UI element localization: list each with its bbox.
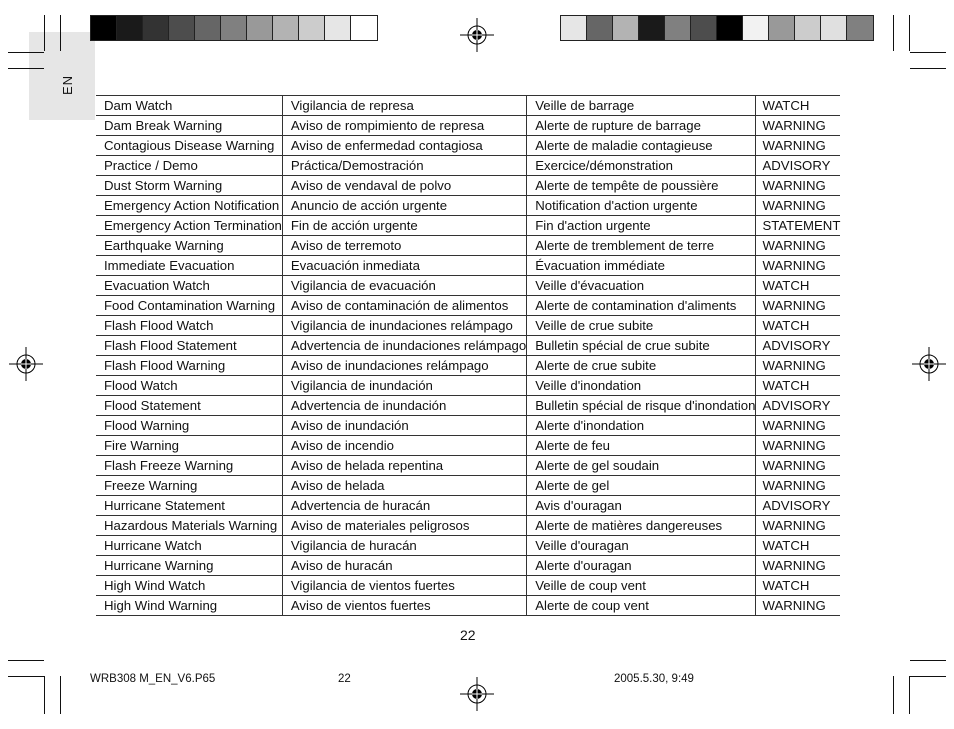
- color-swatch: [117, 16, 143, 40]
- alert-level: WARNING: [756, 416, 840, 436]
- alert-level: WATCH: [756, 376, 840, 396]
- english-term: High Wind Warning: [96, 596, 282, 616]
- spanish-term: Aviso de inundaciones relámpago: [282, 356, 526, 376]
- french-term: Alerte de gel: [527, 476, 756, 496]
- alert-level: WARNING: [756, 556, 840, 576]
- french-term: Alerte de tremblement de terre: [527, 236, 756, 256]
- table-row: [96, 416, 840, 436]
- french-term: Veille d'inondation: [527, 376, 756, 396]
- table-row: [96, 476, 840, 496]
- french-term: Alerte d'ouragan: [527, 556, 756, 576]
- alert-level: WATCH: [756, 96, 840, 116]
- french-term: Veille de coup vent: [527, 576, 756, 596]
- french-term: Veille de barrage: [527, 96, 756, 116]
- color-swatch: [691, 16, 717, 40]
- color-swatch: [273, 16, 299, 40]
- table-row: [96, 216, 840, 236]
- alert-level: ADVISORY: [756, 496, 840, 516]
- spanish-term: Advertencia de inundación: [282, 396, 526, 416]
- color-swatch: [613, 16, 639, 40]
- table-row: [96, 336, 840, 356]
- spanish-term: Aviso de contaminación de alimentos: [282, 296, 526, 316]
- english-term: Flash Freeze Warning: [96, 456, 282, 476]
- alert-level: WARNING: [756, 456, 840, 476]
- color-swatch: [821, 16, 847, 40]
- alert-level: ADVISORY: [756, 396, 840, 416]
- alert-level: WARNING: [756, 256, 840, 276]
- alert-level: WARNING: [756, 176, 840, 196]
- english-term: Earthquake Warning: [96, 236, 282, 256]
- english-term: Contagious Disease Warning: [96, 136, 282, 156]
- table-row: [96, 236, 840, 256]
- french-term: Veille d'évacuation: [527, 276, 756, 296]
- spanish-term: Aviso de vendaval de polvo: [282, 176, 526, 196]
- spanish-term: Advertencia de inundaciones relámpago: [282, 336, 526, 356]
- english-term: Hurricane Warning: [96, 556, 282, 576]
- table-row: [96, 356, 840, 376]
- table-row: [96, 376, 840, 396]
- english-term: Freeze Warning: [96, 476, 282, 496]
- french-term: Bulletin spécial de crue subite: [527, 336, 756, 356]
- french-term: Alerte de maladie contagieuse: [527, 136, 756, 156]
- alert-level: WARNING: [756, 356, 840, 376]
- footer-page: 22: [338, 673, 351, 685]
- alert-level: WARNING: [756, 116, 840, 136]
- english-term: Emergency Action Termination: [96, 216, 282, 236]
- table-row: [96, 456, 840, 476]
- spanish-term: Advertencia de huracán: [282, 496, 526, 516]
- color-swatch: [247, 16, 273, 40]
- english-term: Immediate Evacuation: [96, 256, 282, 276]
- alert-level: WATCH: [756, 316, 840, 336]
- table-row: [96, 396, 840, 416]
- weather-alert-table: [96, 95, 840, 616]
- alert-level: WARNING: [756, 236, 840, 256]
- table-row: [96, 576, 840, 596]
- spanish-term: Aviso de terremoto: [282, 236, 526, 256]
- color-swatch: [769, 16, 795, 40]
- english-term: Dam Break Warning: [96, 116, 282, 136]
- french-term: Notification d'action urgente: [527, 196, 756, 216]
- page-number: 22: [460, 627, 476, 643]
- color-swatch: [587, 16, 613, 40]
- color-swatch: [743, 16, 769, 40]
- language-label: EN: [60, 74, 75, 95]
- color-swatch: [795, 16, 821, 40]
- color-swatch: [717, 16, 743, 40]
- table-row: [96, 136, 840, 156]
- alert-level: WARNING: [756, 296, 840, 316]
- french-term: Alerte de gel soudain: [527, 456, 756, 476]
- spanish-term: Aviso de helada repentina: [282, 456, 526, 476]
- english-term: Hurricane Statement: [96, 496, 282, 516]
- alert-level: WARNING: [756, 516, 840, 536]
- english-term: Hazardous Materials Warning: [96, 516, 282, 536]
- color-swatch: [91, 16, 117, 40]
- alert-level: WARNING: [756, 596, 840, 616]
- spanish-term: Vigilancia de inundación: [282, 376, 526, 396]
- french-term: Alerte de tempête de poussière: [527, 176, 756, 196]
- english-term: Flood Statement: [96, 396, 282, 416]
- french-term: Alerte de crue subite: [527, 356, 756, 376]
- table-row: [96, 116, 840, 136]
- table-row: [96, 536, 840, 556]
- registration-mark-icon: [9, 347, 43, 381]
- french-term: Avis d'ouragan: [527, 496, 756, 516]
- table-row: [96, 256, 840, 276]
- spanish-term: Aviso de helada: [282, 476, 526, 496]
- spanish-term: Aviso de materiales peligrosos: [282, 516, 526, 536]
- alert-level: WARNING: [756, 436, 840, 456]
- color-swatch: [325, 16, 351, 40]
- alert-level: WARNING: [756, 196, 840, 216]
- alert-level: ADVISORY: [756, 156, 840, 176]
- english-term: Flash Flood Watch: [96, 316, 282, 336]
- table-row: [96, 316, 840, 336]
- color-swatch: [351, 16, 377, 40]
- alert-level: WATCH: [756, 536, 840, 556]
- english-term: Food Contamination Warning: [96, 296, 282, 316]
- spanish-term: Anuncio de acción urgente: [282, 196, 526, 216]
- spanish-term: Aviso de vientos fuertes: [282, 596, 526, 616]
- registration-mark-icon: [912, 347, 946, 381]
- table-row: [96, 276, 840, 296]
- color-swatch: [665, 16, 691, 40]
- alert-level: ADVISORY: [756, 336, 840, 356]
- color-swatch: [847, 16, 873, 40]
- english-term: Hurricane Watch: [96, 536, 282, 556]
- french-term: Évacuation immédiate: [527, 256, 756, 276]
- english-term: Emergency Action Notification: [96, 196, 282, 216]
- english-term: Evacuation Watch: [96, 276, 282, 296]
- french-term: Alerte de feu: [527, 436, 756, 456]
- french-term: Bulletin spécial de risque d'inondation: [527, 396, 756, 416]
- english-term: Flash Flood Warning: [96, 356, 282, 376]
- table-row: [96, 176, 840, 196]
- color-bar-right: [560, 15, 874, 41]
- table-row: [96, 156, 840, 176]
- spanish-term: Vigilancia de huracán: [282, 536, 526, 556]
- alert-level: STATEMENT: [756, 216, 840, 236]
- color-swatch: [561, 16, 587, 40]
- english-term: Practice / Demo: [96, 156, 282, 176]
- spanish-term: Aviso de inundación: [282, 416, 526, 436]
- spanish-term: Evacuación inmediata: [282, 256, 526, 276]
- color-swatch: [639, 16, 665, 40]
- color-swatch: [143, 16, 169, 40]
- alert-level: WARNING: [756, 476, 840, 496]
- english-term: High Wind Watch: [96, 576, 282, 596]
- color-swatch: [299, 16, 325, 40]
- spanish-term: Aviso de rompimiento de represa: [282, 116, 526, 136]
- spanish-term: Práctica/Demostración: [282, 156, 526, 176]
- footer-timestamp: 2005.5.30, 9:49: [614, 673, 694, 685]
- alert-level: WATCH: [756, 276, 840, 296]
- french-term: Fin d'action urgente: [527, 216, 756, 236]
- english-term: Dust Storm Warning: [96, 176, 282, 196]
- table-row: [96, 496, 840, 516]
- table-row: [96, 556, 840, 576]
- alert-level: WARNING: [756, 136, 840, 156]
- color-swatch: [169, 16, 195, 40]
- spanish-term: Aviso de incendio: [282, 436, 526, 456]
- spanish-term: Vigilancia de inundaciones relámpago: [282, 316, 526, 336]
- english-term: Flood Warning: [96, 416, 282, 436]
- french-term: Alerte de coup vent: [527, 596, 756, 616]
- registration-mark-icon: [460, 18, 494, 52]
- french-term: Veille d'ouragan: [527, 536, 756, 556]
- french-term: Alerte de rupture de barrage: [527, 116, 756, 136]
- english-term: Flash Flood Statement: [96, 336, 282, 356]
- spanish-term: Vigilancia de evacuación: [282, 276, 526, 296]
- english-term: Fire Warning: [96, 436, 282, 456]
- table-row: [96, 516, 840, 536]
- table-row: [96, 436, 840, 456]
- spanish-term: Vigilancia de represa: [282, 96, 526, 116]
- french-term: Exercice/démonstration: [527, 156, 756, 176]
- english-term: Flood Watch: [96, 376, 282, 396]
- color-swatch: [195, 16, 221, 40]
- spanish-term: Aviso de huracán: [282, 556, 526, 576]
- registration-mark-icon: [460, 677, 494, 711]
- table-row: [96, 196, 840, 216]
- footer-file: WRB308 M_EN_V6.P65: [90, 673, 216, 685]
- french-term: Veille de crue subite: [527, 316, 756, 336]
- french-term: Alerte de contamination d'aliments: [527, 296, 756, 316]
- alert-level: WATCH: [756, 576, 840, 596]
- table-row: [96, 96, 840, 116]
- spanish-term: Aviso de enfermedad contagiosa: [282, 136, 526, 156]
- french-term: Alerte d'inondation: [527, 416, 756, 436]
- color-swatch: [221, 16, 247, 40]
- french-term: Alerte de matières dangereuses: [527, 516, 756, 536]
- color-bar-left: [90, 15, 378, 41]
- english-term: Dam Watch: [96, 96, 282, 116]
- table-row: [96, 296, 840, 316]
- spanish-term: Vigilancia de vientos fuertes: [282, 576, 526, 596]
- table-row: [96, 596, 840, 616]
- spanish-term: Fin de acción urgente: [282, 216, 526, 236]
